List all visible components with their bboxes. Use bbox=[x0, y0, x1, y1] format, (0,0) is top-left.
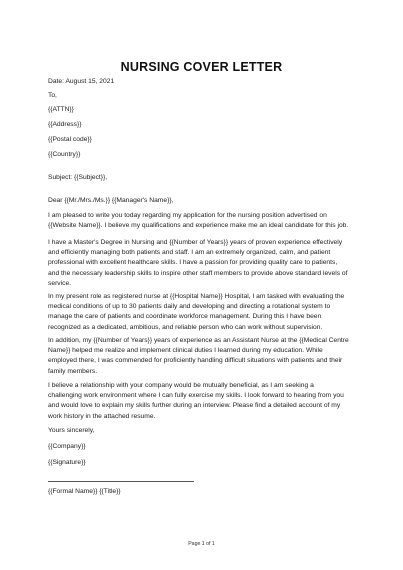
paragraph-qualifications bbox=[48, 238, 366, 289]
recipient-country: {{Country}} bbox=[48, 151, 81, 158]
paragraph-line: I am pleased to write you today regarding my application for the nursing position advertised on bbox=[48, 212, 327, 219]
paragraph-line: Name}} helped me realize and implement clinical duties I learned during my education. While bbox=[48, 347, 323, 355]
paragraph-line: medical conditions of up to 30 patients daily and developing and directing a rotational system to bbox=[48, 303, 331, 311]
paragraph-closing bbox=[48, 381, 366, 422]
paragraph-intro bbox=[48, 211, 366, 231]
paragraph-line: In addition, my {{Number of Years}} years of experience as an Assistant Nurse at the {{Medical Centre bbox=[48, 337, 349, 344]
paragraph-line: challenging work environment where I can fully exercise my skills. I look forward to hearing from you bbox=[48, 392, 344, 400]
document-title: NURSING COVER LETTER bbox=[120, 60, 283, 74]
date-line: Date: August 15, 2021 bbox=[48, 78, 115, 85]
paragraph-line: recognized as a dedicated, ambitious, and reliable person who can work without supervision. bbox=[48, 323, 323, 331]
to-line: To, bbox=[48, 92, 57, 99]
paragraph-line: professional with excellent healthcare skills. I have a passion for providing quality care to patients, bbox=[48, 259, 338, 267]
company-line: {{Company}} bbox=[48, 443, 86, 450]
paragraph-experience bbox=[48, 336, 366, 377]
recipient-address: {{Address}} bbox=[48, 121, 82, 128]
page-footer: Page 1 of 1 bbox=[188, 541, 215, 547]
paragraph-line: work history in the attached resume. bbox=[48, 412, 156, 420]
signature-rule bbox=[48, 481, 194, 482]
paragraph-present-role bbox=[48, 292, 366, 333]
paragraph-line: I have a Master's Degree in Nursing and {{Number of Years}} years of proven experience effectively bbox=[48, 239, 343, 246]
closing-line: Yours sincerely, bbox=[48, 427, 95, 434]
paragraph-line: employed there, I was commended for proficiently handling difficult situations with patients and their bbox=[48, 357, 343, 365]
paragraph-line: and the necessary leadership skills to inspire other staff members to provide above standard levels of bbox=[48, 269, 348, 277]
paragraph-line: manage the care of patients and coordinate workforce management. During this I have been bbox=[48, 313, 322, 321]
subject-line: Subject: {{Subject}}, bbox=[48, 174, 108, 181]
paragraph-line: In my present role as registered nurse at {{Hospital Name}} Hospital, I am tasked with evaluating the bbox=[48, 293, 345, 300]
recipient-attn: {{ATTN}} bbox=[48, 106, 74, 113]
paragraph-line: service. bbox=[48, 279, 72, 287]
paragraph-line: and would love to explain my skills further during an interview. Please find a detailed account of my bbox=[48, 402, 341, 410]
paragraph-line: and efficiently managing both patients and staff. I am an extremely organized, calm, and patient bbox=[48, 249, 331, 257]
formal-name-line: {{Formal Name}} {{Title}} bbox=[48, 488, 121, 495]
recipient-postal-code: {{Postal code}} bbox=[48, 136, 92, 143]
paragraph-line: {{Website Name}}. I believe my qualifications and experience make me an ideal candidate for this job. bbox=[48, 222, 349, 230]
salutation: Dear {{Mr./Mrs./Ms.}} {{Manager's Name}}, bbox=[48, 197, 174, 204]
paragraph-line: I believe a relationship with your company would be mutually beneficial, as I am seeking a bbox=[48, 382, 314, 389]
paragraph-line: family members. bbox=[48, 367, 98, 375]
signature-line: {{Signature}} bbox=[48, 459, 86, 466]
